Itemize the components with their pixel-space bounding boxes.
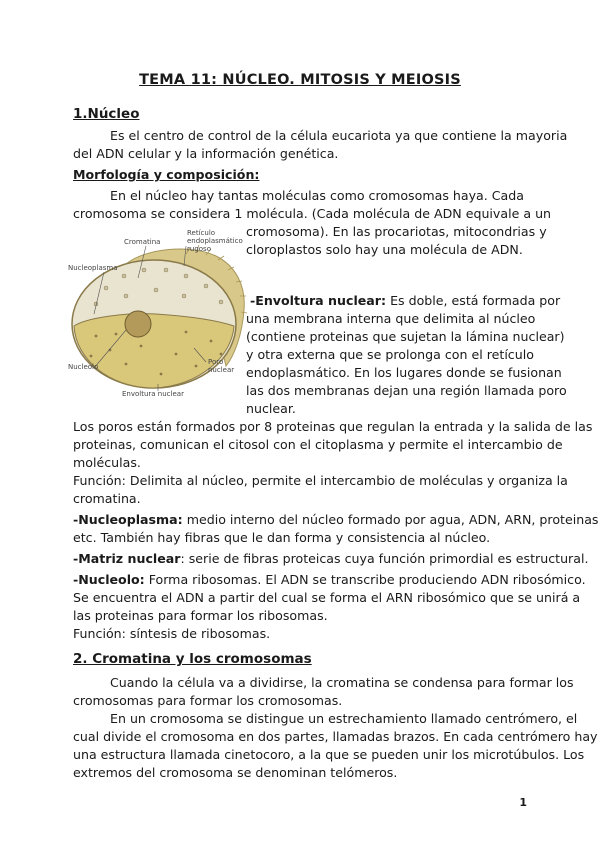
s2-line: En un cromosoma se distingue un estrechamiento llamado centrómero, el: [110, 711, 578, 726]
page-number: 1: [519, 796, 527, 809]
nucleoplasma-paragraph: [73, 511, 598, 528]
paragraph-line: cromosoma se considera 1 molécula. (Cada molécula de ADN equivale a un: [73, 206, 552, 221]
nucleolo-paragraph: [73, 571, 586, 588]
envoltura-line: endoplasmático. En los lugares donde se fusionan: [246, 365, 562, 380]
poros-line: proteinas, comunican el citosol con el citoplasma y permite el intercambio de: [73, 437, 563, 452]
paragraph-line: En el núcleo hay tantas moléculas como cromosomas haya. Cada: [110, 188, 524, 203]
nucleus-illustration: [66, 226, 248, 406]
envoltura-line: una membrana interna que delimita al núcleo: [246, 311, 536, 326]
term-envoltura: -Envoltura nuclear:: [250, 293, 387, 308]
nucleolo-line: Se encuentra el ADN a partir del cual se forma el ARN ribosómico que se unirá a: [73, 590, 581, 605]
label-reticulo: rugoso: [187, 245, 211, 253]
s2-line: extremos del cromosoma se denominan telómeros.: [73, 765, 398, 780]
term-nucleolo: -Nucleolo:: [73, 572, 145, 587]
paragraph-line: cromosoma). En las procariotas, mitocondrias y: [246, 224, 547, 239]
envoltura-text: Es doble, está formada por: [386, 293, 561, 308]
envoltura-line: y otra externa que se prolonga con el retículo: [246, 347, 534, 362]
s2-line: cromosomas para formar los cromosomas.: [73, 693, 343, 708]
label-reticulo: endoplasmático: [187, 237, 243, 245]
term-nucleoplasma: -Nucleoplasma:: [73, 512, 183, 527]
paragraph-line: cloroplastos solo hay una molécula de ADN.: [246, 242, 523, 257]
matriz-text: : serie de fibras proteicas cuya función primordial es estructural.: [180, 551, 589, 566]
s2-line: una estructura llamada cinetocoro, a la que se pueden unir los microtúbulos. Los: [73, 747, 585, 762]
section-1-heading: 1.Núcleo: [73, 106, 140, 122]
envoltura-line: (contiene proteinas que sujetan la lámina nuclear): [246, 329, 565, 344]
nucleolo-line: las proteinas para formar los ribosomas.: [73, 608, 328, 623]
nucleoplasma-line: etc. También hay fibras que le dan forma y consistencia al núcleo.: [73, 530, 491, 545]
subheading-morfologia: Morfología y composición:: [73, 167, 260, 182]
label-poro: Poro: [208, 358, 224, 366]
nucleolo-line: Función: síntesis de ribosomas.: [73, 626, 271, 641]
label-envoltura: Envoltura nuclear: [122, 390, 184, 398]
label-nucleolo: Nucleolo: [68, 363, 99, 371]
poros-line: Los poros están formados por 8 proteinas que regulan la entrada y la salida de las: [73, 419, 593, 434]
envoltura-paragraph: [250, 292, 560, 309]
poros-line: Función: Delimita al núcleo, permite el intercambio de moléculas y organiza la: [73, 473, 568, 488]
matriz-paragraph: [73, 550, 588, 567]
term-matriz: -Matriz nuclear: [73, 551, 181, 566]
s2-line: cual divide el cromosoma en dos partes, llamadas brazos. En cada centrómero hay: [73, 729, 598, 744]
label-cromatina: Cromatina: [124, 238, 161, 246]
poros-line: cromatina.: [73, 491, 141, 506]
nucleolus-shape: [125, 311, 151, 337]
intro-line-2: del ADN celular y la información genética.: [73, 146, 339, 161]
nucleoplasma-text: medio interno del núcleo formado por agua, ADN, ARN, proteinas: [182, 512, 599, 527]
label-reticulo: Retículo: [187, 229, 216, 237]
label-poro: nuclear: [208, 366, 235, 374]
nucleus-diagram: [66, 226, 248, 406]
section-2-heading: 2. Cromatina y los cromosomas: [73, 651, 312, 667]
nucleolo-text: Forma ribosomas. El ADN se transcribe produciendo ADN ribosómico.: [144, 572, 586, 587]
envoltura-line: nuclear.: [246, 401, 296, 416]
label-nucleoplasma: Nucleoplasma: [68, 264, 118, 272]
s2-line: Cuando la célula va a dividirse, la cromatina se condensa para formar los: [110, 675, 574, 690]
page-title: TEMA 11: NÚCLEO. MITOSIS Y MEIOSIS: [139, 72, 461, 88]
envoltura-line: las dos membranas dejan una región llamada poro: [246, 383, 567, 398]
intro-line-1: Es el centro de control de la célula eucariota ya que contiene la mayoria: [110, 128, 568, 143]
poros-line: moléculas.: [73, 455, 141, 470]
